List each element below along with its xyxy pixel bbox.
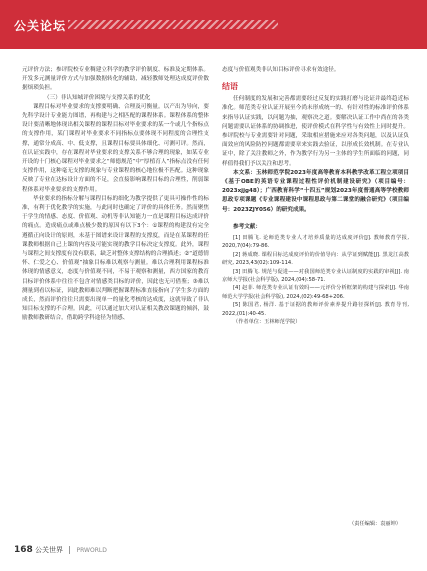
- reference-item: [2] 蒋成晓. 课程目标达成度评价的价值导向：从学证到赋能[J]. 黑龙江高教研究, 2023,43(02):109-114.: [222, 251, 409, 267]
- reference-item: [1] 田腾飞. 论师范类专业人才培养质量的达成度评价[J]. 教师教育学报, 2020,7(04):79-86.: [222, 235, 409, 250]
- journal-name-en: PRWORLD: [76, 547, 107, 554]
- section-title: 公关论坛: [14, 19, 67, 33]
- journal-name: 公关世界: [35, 546, 64, 554]
- right-column: [222, 66, 409, 327]
- decorative-stripe: [68, 20, 278, 29]
- conclusion-heading: 结语: [222, 82, 238, 92]
- reference-item: [3] 田腾飞. 规范与促进——对我国师范类专业认证制度的实践的审视[J]. 南京师大学报(社会科学版), 2024,(04):58-71.: [222, 268, 409, 284]
- author-affiliation: （作者单位：玉林师范学院）: [233, 319, 301, 326]
- paragraph: 任何制度的发展和完善都需要经过反复的实践打磨与论证并最终趋近标准化。师范类专业认证开展至今尚未形成统一的、有针对性的标准评价体系来指导认证实践，以问题为抽，观察决之道。要解决认证工作中尚在的各类问题需要认证体系的协调推进，使评价模式在科学性与有效性上同时提升。参评院校与专业需要针对问题，采取相应措施来应对各类问题，以及认证负面效应的风险防控问题都需要章来实践去验证，以形成长效机制。在专业认证中，除了关注教师之外，作为教学行为另一主体的学生所面临的问题，同样值得我们予以关注和思考。: [222, 96, 409, 167]
- reference-item: [4] 赵菲. 师范类专业认证有效吗——元评价分析框架的构建与探索[J]. 华南师范大学学报(社会科学版), 2024,(02):49-68+206.: [222, 285, 409, 300]
- references-heading: 参考文献：: [233, 223, 261, 230]
- funding-note: 本文系：玉林师范学院2023年度高等教育本科教学改革工程立项项目《基于OBE的英语专业课程过程性评价机制建设研究》（项目编号：2023xjjg48）；广西教育科学“十四五”规划2023年度普通高等学校教师思政专项课题《专业课程建设中课程思政与第二课堂的融合研究》（项目编号：2023ZJY056）的研究成果。: [222, 169, 409, 213]
- paragraph: 课程目标对毕业要求的支撑要明确、合理及可衡量。以产出为导向，要先科学设计专业能力图谱，再构建与之相匹配的课程体系。课程体系的整体设计要清晰地体现出相关课程的课程目标对毕业要求的某一个或几个指标点的支撑作用，某门课程对毕业要求不同指标点要体现不同程度的合理性支撑，通常分成高、中、低支撑，且课程目标要具体细化、可测可评。然而，在认证实践中，存在课程对毕业要求的支撑关系不够合理的现象，如某专业开设的十门核心课程对毕业要求之“师德规范”中“厚植育人”指标点没有任何支撑作用，这种毫无支撑的现象与专业课程的核心地位极不匹配。这种现象反映了专业在达标设计方面的不足，会直接影响课程目标的合理性，削弱课程体系对毕业要求的支撑作用。: [22, 103, 209, 193]
- page-number: 168: [14, 545, 33, 555]
- paragraph: 态度与价值观类非认知目标评价寻求有效途径。: [222, 67, 340, 73]
- footer-divider: [69, 546, 70, 554]
- paragraph: 元评价方法；参评院校专业稠建立科学的教学评价制度、标准及定期体系。开发多元测量评价方式与加强数据转化的辅助，减轻教师处理达成度评价数据烦琐负担。: [22, 67, 209, 92]
- left-column: [22, 66, 209, 324]
- subheading: （三）非认知城评价困境与支撑关系的优化: [44, 94, 151, 101]
- reference-item: [5] 陈国君, 杨洋. 基于证据的教师评价素养提升路径探析[J]. 教育导刊, 2022,(01):40-45.: [222, 302, 409, 317]
- page-footer: [14, 545, 107, 555]
- paragraph: 毕业要求的指标分解与课程目标的细化为教学提供了更具可操作性的标准，有利于优化教学的实施，与此同时也确定了评价的具体任务。然而聚焦于学生的情感、态度、价值观、动机等非认知能力一直是课程目标达成评价的痛点。造成痛点或难点极少数的原因有以下3个：①课程的构建没有完全遵循正向设计的原则，未基于图谱来设计课程的支撑度，而是在某课程的任课教师根据自己上课的内容及可能实现的教学目标决定支撑度。此外，课程与课程之间支撑度有没有联系，缺乏对整体支撑结构的合理描述；②“道德情怀、仁爱之心、价值观”抽象目标难以观察与测量。难以合理利用课程标准体现的情感意义，态度与价值观不同，不易于观察和测量，西方国家的教育目标评价体系中往往不包含对情感类目标的评价，因此也无可借鉴；③难以测量到看以标证，因此教师难以判断把握课程标准直接指向了学生多方面的成长，然而评价往往只需要出现单一的量化考核的达成度，这就导致了非认知目标支撑的不合理。因此，可以通过加大对认证相关教改课题的倾斜，鼓励教师教研结合，借助跨学科途径为情感、: [22, 195, 209, 322]
- editor-note: （责任编辑：袁丽坤）: [349, 521, 401, 527]
- header-banner: [0, 0, 427, 49]
